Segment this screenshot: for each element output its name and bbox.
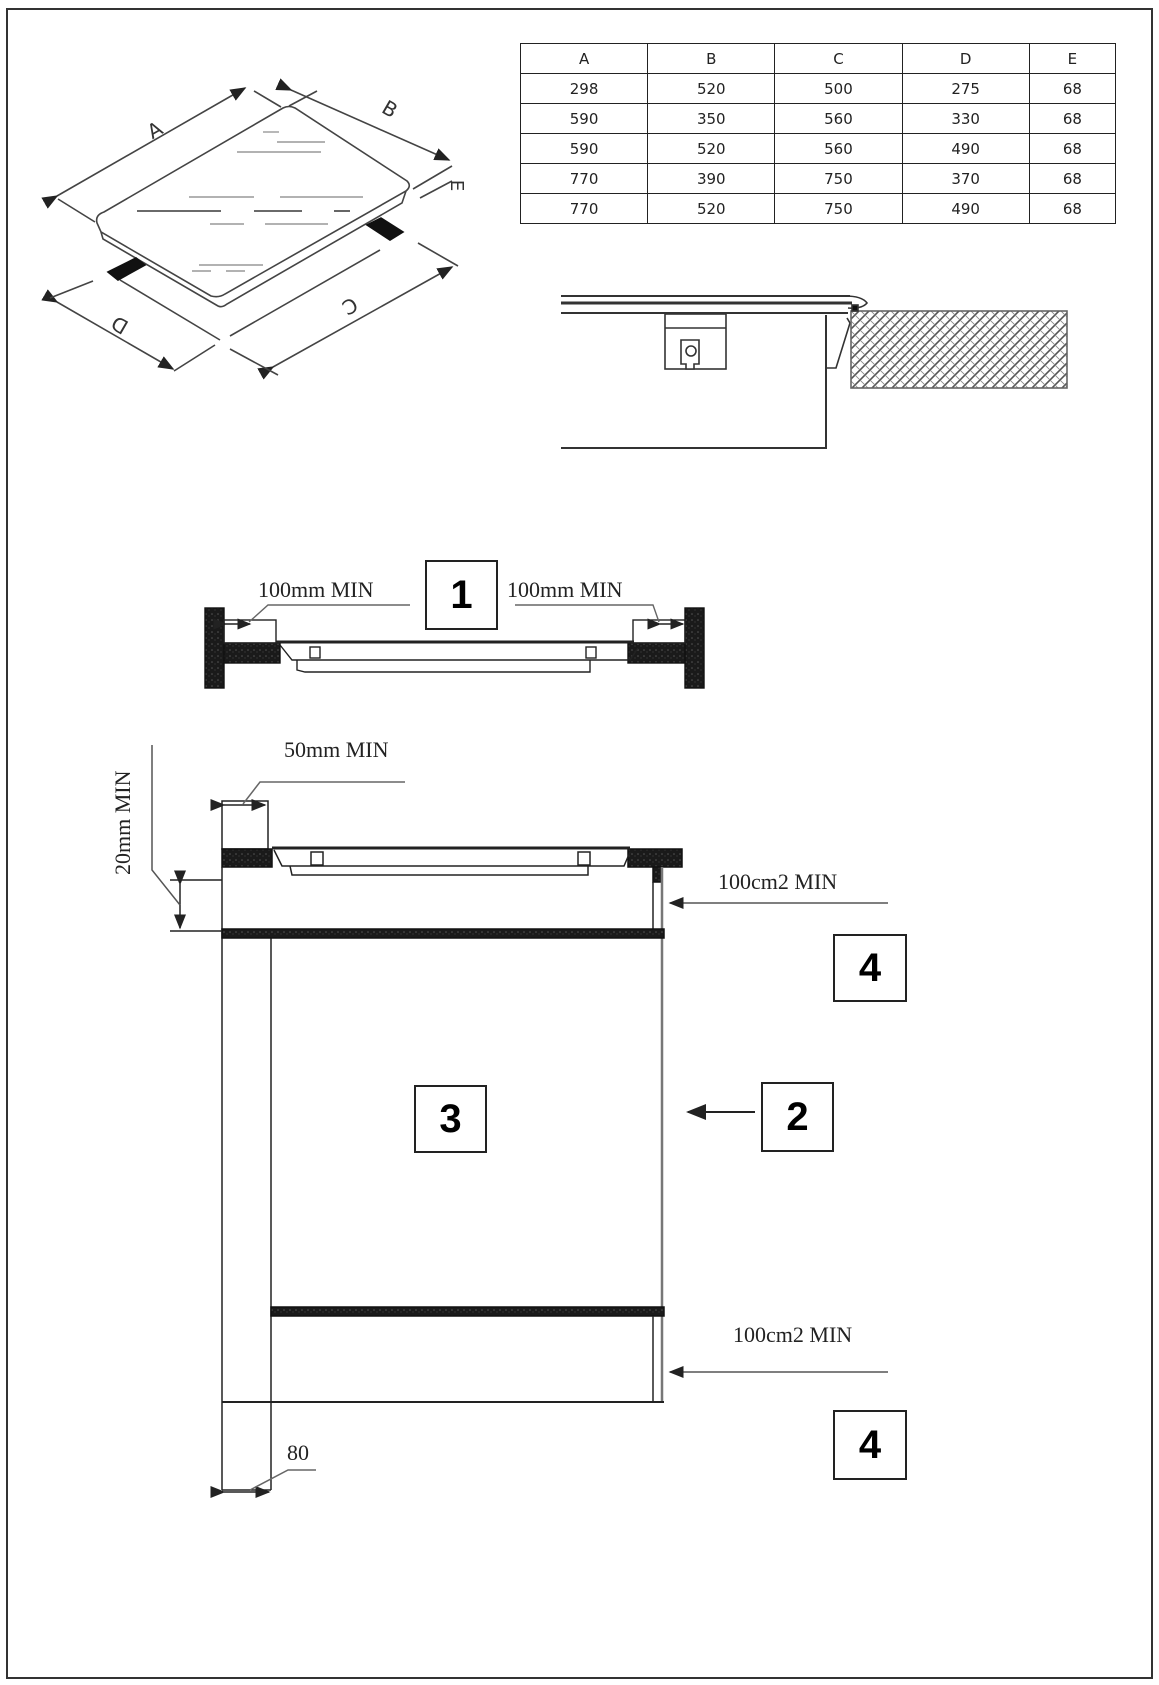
dimension-letter-c: C	[337, 292, 363, 320]
table-cell: 750	[775, 194, 902, 224]
column-header-b: B	[648, 44, 775, 74]
table-cell: 298	[521, 74, 648, 104]
table-cell: 490	[902, 194, 1029, 224]
table-cell: 500	[775, 74, 902, 104]
table-cell: 590	[521, 134, 648, 164]
left-clearance-label: 100mm MIN	[258, 577, 374, 602]
upper-vent-label: 100cm2 MIN	[718, 869, 838, 894]
plinth-dimension-label: 80	[287, 1440, 309, 1465]
callout-1: 1	[425, 560, 498, 630]
dimension-letter-d: D	[107, 310, 133, 340]
dimension-letter-b: B	[377, 95, 402, 123]
table-cell: 560	[775, 134, 902, 164]
callout-3: 3	[414, 1085, 487, 1153]
lower-vent-label: 100cm2 MIN	[733, 1322, 853, 1347]
column-header-a: A	[521, 44, 648, 74]
table-cell: 520	[648, 74, 775, 104]
table-cell: 520	[648, 134, 775, 164]
table-cell: 68	[1029, 194, 1115, 224]
table-cell: 350	[648, 104, 775, 134]
table-cell: 275	[902, 74, 1029, 104]
table-cell: 68	[1029, 104, 1115, 134]
table-cell: 370	[902, 164, 1029, 194]
dimension-letter-a: A	[142, 116, 167, 144]
callout-4-upper: 4	[833, 934, 907, 1002]
hob-edge-section-detail	[561, 296, 1067, 448]
table-cell: 750	[775, 164, 902, 194]
callout-4-lower: 4	[833, 1410, 907, 1480]
table-cell: 68	[1029, 134, 1115, 164]
table-cell: 770	[521, 164, 648, 194]
table-cell: 770	[521, 194, 648, 224]
table-cell: 390	[648, 164, 775, 194]
top-clearance-label: 50mm MIN	[284, 737, 389, 762]
column-header-c: C	[775, 44, 902, 74]
right-clearance-label: 100mm MIN	[507, 577, 623, 602]
table-cell: 68	[1029, 74, 1115, 104]
column-header-e: E	[1029, 44, 1115, 74]
callout-2: 2	[761, 1082, 834, 1152]
table-cell: 590	[521, 104, 648, 134]
vertical-gap-label: 20mm MIN	[110, 770, 135, 875]
table-cell: 68	[1029, 164, 1115, 194]
table-cell: 560	[775, 104, 902, 134]
table-cell: 330	[902, 104, 1029, 134]
table-cell: 490	[902, 134, 1029, 164]
table-cell: 520	[648, 194, 775, 224]
column-header-d: D	[902, 44, 1029, 74]
dimension-letter-e: E	[446, 179, 468, 192]
